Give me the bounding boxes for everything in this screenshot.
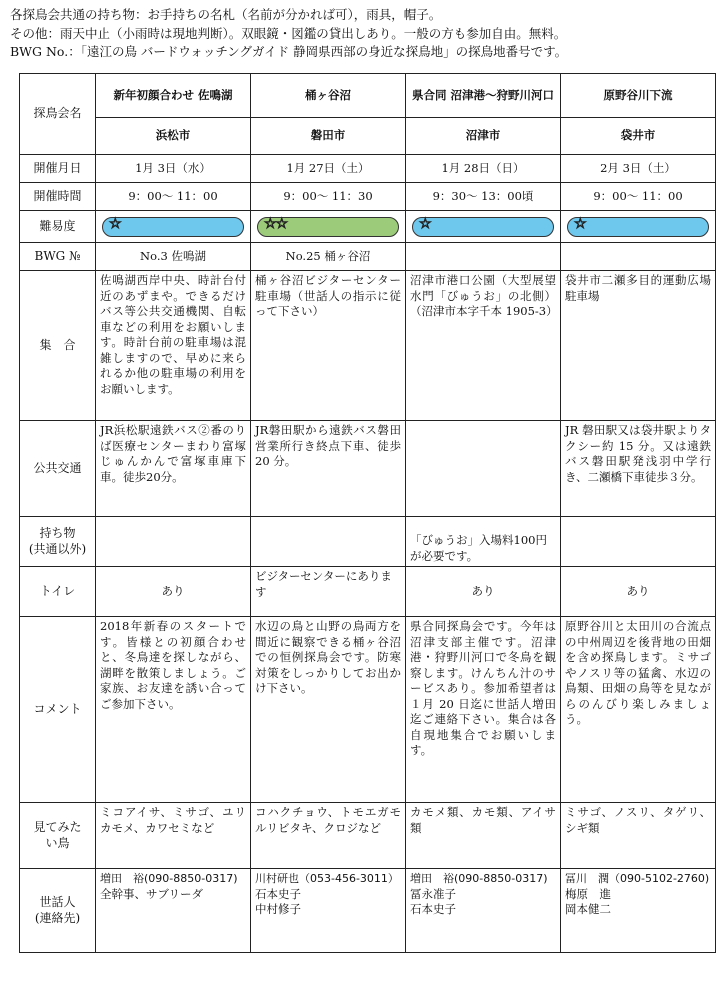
label-items: 持ち物 (共通以外) (20, 517, 96, 567)
event-birds: コハクチョウ、トモエガモ ルリビタキ、クロジなど (251, 803, 406, 869)
intro-line-other: その他：雨天中止（小雨時は現地判断）。双眼鏡・図鑑の貸出しあり。一般の方も参加自由。無料。 (10, 25, 567, 41)
label-meeting: 集 合 (20, 271, 96, 421)
intro-line-common-items: 各探鳥会共通の持ち物：お手持ちの名札（名前が分かれば可），雨具，帽子。 (10, 7, 442, 22)
event-name: 桶ヶ谷沼 (251, 74, 406, 118)
event-toilet: あり (96, 567, 251, 617)
label-transit: 公共交通 (20, 421, 96, 517)
difficulty-badge (257, 217, 399, 237)
event-date: 1月 28日（日） (406, 155, 561, 183)
event-toilet: あり (406, 567, 561, 617)
label-comment: コメント (20, 617, 96, 803)
event-transit (406, 421, 561, 517)
event-date: 1月 27日（土） (251, 155, 406, 183)
event-comment: 水辺の鳥と山野の鳥両方を間近に観察できる桶ヶ谷沼での恒例探鳥会です。防寒対策をしっかりしてお出かけ下さい。 (251, 617, 406, 803)
event-time: 9：00～ 11：00 (96, 183, 251, 211)
label-time: 開催時間 (20, 183, 96, 211)
event-bwg: No.3 佐鳴湖 (96, 243, 251, 271)
event-items (251, 517, 406, 567)
event-bwg (561, 243, 716, 271)
event-birds: ミコアイサ、ミサゴ、ユリカモメ、カワセミなど (96, 803, 251, 869)
event-birds: ミサゴ、ノスリ、タゲリ、シギ類 (561, 803, 716, 869)
event-name: 新年初顔合わせ 佐鳴湖 (96, 74, 251, 118)
label-date: 開催月日 (20, 155, 96, 183)
event-time: 9：30～ 13：00頃 (406, 183, 561, 211)
event-comment: 県合同探鳥会です。今年は沼津支部主催です。沼津港・狩野川河口で冬鳥を観察します。けんちん汁のサービスあり。参加希望者は１月 20 日迄に世話人増田迄ご連絡下さい。集合は各自現地集合でお願いします。 (406, 617, 561, 803)
difficulty-badge (102, 217, 244, 237)
event-schedule-table (19, 73, 716, 953)
event-transit: JR磐田駅から遠鉄バス磐田営業所行き終点下車、徒歩 20 分。 (251, 421, 406, 517)
intro-line-bwg: BWG No.：「遠江の鳥 バードウォッチングガイド 静岡県西部の身近な探鳥地」の探鳥地番号です。 (10, 44, 568, 59)
event-comment: 原野谷川と太田川の合流点の中州周辺を後背地の田畑を含め探鳥します。ミサゴやノスリ等の猛禽、水辺の鳥類、田畑の鳥等を見ながらのんびり楽しみましょう。 (561, 617, 716, 803)
contact-line: 冨川 潤（090-5102-2760) (565, 872, 710, 885)
event-birds: カモメ類、カモ類、アイサ類 (406, 803, 561, 869)
event-date: 2月 3日（土） (561, 155, 716, 183)
event-city: 袋井市 (561, 118, 716, 155)
event-comment: 2018年新春のスタートです。皆様との初顔合わせと、冬鳥達を探しながら、湖畔を散策しましょう。ご家族、お友達を誘い合ってご参加下さい。 (96, 617, 251, 803)
difficulty-stars: ☆ (109, 215, 121, 232)
label-birds: 見てみた い鳥 (20, 803, 96, 869)
event-meeting: 沼津市港口公園（大型展望水門「びゅうお」の北側）（沼津市本字千本 1905-3） (406, 271, 561, 421)
event-city: 沼津市 (406, 118, 561, 155)
event-transit: JR浜松駅遠鉄バス②番のりば医療センターまわり富塚じゅんかんで富塚車庫下車。徒歩20分。 (96, 421, 251, 517)
event-toilet: あり (561, 567, 716, 617)
difficulty-badge (412, 217, 554, 237)
event-items: 「びゅうお」入場料100円が必要です。 (406, 517, 561, 567)
intro-notes (10, 6, 716, 62)
label-toilet: トイレ (20, 567, 96, 617)
contact-line: 岡本健二 (565, 902, 611, 916)
event-name: 原野谷川下流 (561, 74, 716, 118)
difficulty-stars: ☆ (419, 215, 431, 232)
event-contact (96, 869, 251, 953)
label-difficulty: 難易度 (20, 211, 96, 243)
event-bwg: No.25 桶ヶ谷沼 (251, 243, 406, 271)
contact-line: 石本史子 (255, 886, 301, 901)
contact-line: 梅原 進 (565, 886, 611, 901)
event-items (96, 517, 251, 567)
event-toilet: ビジターセンターにあります (251, 567, 406, 617)
event-time: 9：00～ 11：30 (251, 183, 406, 211)
event-name: 県合同 沼津港～狩野川河口 (406, 74, 561, 118)
label-event-name: 探鳥会名 (20, 74, 96, 155)
event-contact (251, 869, 406, 953)
contact-line: 石本史子 (410, 902, 456, 916)
event-city: 浜松市 (96, 118, 251, 155)
event-contact (561, 869, 716, 953)
event-city: 磐田市 (251, 118, 406, 155)
event-transit: JR 磐田駅又は袋井駅よりタクシー約 15 分。又は遠鉄バス磐田駅発浅羽中学行き、二瀬橋下車徒歩３分。 (561, 421, 716, 517)
event-meeting: 桶ヶ谷沼ビジターセンター駐車場（世話人の指示に従って下さい） (251, 271, 406, 421)
event-meeting: 袋井市二瀬多目的運動広場駐車場 (561, 271, 716, 421)
contact-line: 全幹事、サブリーダ (100, 886, 204, 901)
label-bwg: BWG № (20, 243, 96, 271)
difficulty-badge (567, 217, 709, 237)
contact-line: 中村修子 (255, 902, 301, 916)
difficulty-stars: ☆☆ (264, 215, 288, 232)
contact-line: 川村研也（053-456-3011） (255, 872, 399, 885)
event-date: 1月 3日（水） (96, 155, 251, 183)
contact-line: 増田 裕(090-8850-0317) (410, 872, 548, 885)
contact-line: 増田 裕(090-8850-0317) (100, 872, 238, 885)
event-bwg (406, 243, 561, 271)
event-items (561, 517, 716, 567)
label-contact: 世話人 (連絡先) (20, 869, 96, 953)
contact-line: 冨永准子 (410, 886, 456, 901)
event-meeting: 佐鳴湖西岸中央、時計台付近のあずまや。できるだけバス等公共交通機関、自転車などの利用をお願いします。時計台前の駐車場は混雑しますので、早めに来られるか他の駐車場の利用をお願いします。 (96, 271, 251, 421)
event-contact (406, 869, 561, 953)
difficulty-stars: ☆ (574, 215, 586, 232)
event-time: 9：00～ 11：00 (561, 183, 716, 211)
